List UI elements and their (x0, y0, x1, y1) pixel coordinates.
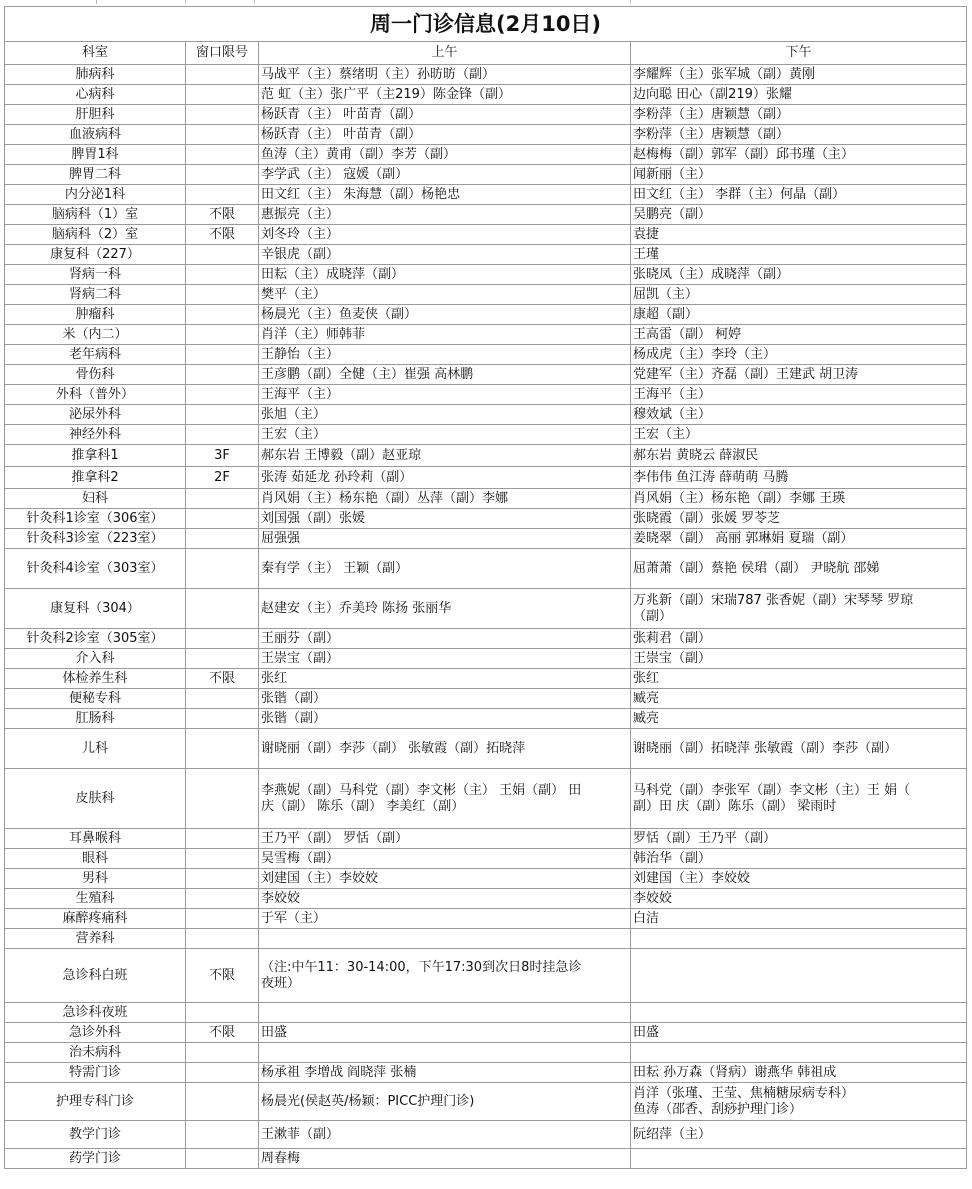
table-row (5, 185, 967, 205)
table-row (5, 1003, 967, 1023)
afternoon-doctors-cell: 臧亮 (631, 689, 967, 709)
afternoon-doctors-cell: 张晓霞（副）张媛 罗苓芝 (631, 509, 967, 529)
morning-doctors-cell: 刘冬玲（主） (259, 225, 631, 245)
window-limit-cell (186, 889, 259, 909)
department-cell: 肛肠科 (5, 709, 186, 729)
morning-doctors-cell: 刘建国（主）李姣姣 (259, 869, 631, 889)
morning-doctors-cell: 辛银虎（副） (259, 245, 631, 265)
table-row (5, 145, 967, 165)
department-cell: 皮肤科 (5, 769, 186, 829)
afternoon-doctors-cell: 王崇宝（副） (631, 649, 967, 669)
department-cell: 肾病一科 (5, 265, 186, 285)
morning-doctors-cell: 李姣姣 (259, 889, 631, 909)
afternoon-doctors-cell: 杨成虎（主）李玲（主） (631, 345, 967, 365)
department-cell: 眼科 (5, 849, 186, 869)
afternoon-doctors-cell: 王宏（主） (631, 425, 967, 445)
table-row (5, 689, 967, 709)
window-limit-cell (186, 385, 259, 405)
afternoon-doctors-cell: 屈凯（主） (631, 285, 967, 305)
morning-doctors-cell: 肖洋（主）师韩菲 (259, 325, 631, 345)
table-row (5, 345, 967, 365)
afternoon-doctors-cell: 刘建国（主）李姣姣 (631, 869, 967, 889)
morning-doctors-cell: 杨晨光(侯赵英/杨颖：PICC护理门诊) (259, 1083, 631, 1121)
window-limit-cell: 不限 (186, 669, 259, 689)
window-limit-cell (186, 305, 259, 325)
morning-doctors-cell: 郝东岩 王博毅（副）赵亚琼 (259, 445, 631, 467)
afternoon-doctors-cell: 李耀辉（主）张军城（副）黄刚 (631, 65, 967, 85)
morning-doctors-cell (259, 1003, 631, 1023)
department-cell: 急诊外科 (5, 1023, 186, 1043)
afternoon-doctors-cell: 阮绍萍（主） (631, 1121, 967, 1149)
table-row (5, 245, 967, 265)
table-row (5, 405, 967, 425)
table-row (5, 385, 967, 405)
table-row (5, 1063, 967, 1083)
window-limit-cell (186, 425, 259, 445)
afternoon-doctors-cell: 王海平（主） (631, 385, 967, 405)
window-limit-cell (186, 245, 259, 265)
morning-doctors-cell: 范 虹（主）张广平（主219）陈金锋（副） (259, 85, 631, 105)
morning-doctors-cell: 王静怡（主） (259, 345, 631, 365)
window-limit-cell (186, 165, 259, 185)
window-limit-cell (186, 1083, 259, 1121)
table-row (5, 165, 967, 185)
morning-doctors-cell: 谢晓丽（副）李莎（副） 张敏霞（副）拓晓萍 (259, 729, 631, 769)
afternoon-doctors-cell: 田文红（主） 李群（主）何晶（副） (631, 185, 967, 205)
table-row (5, 1083, 967, 1121)
afternoon-doctors-cell: 赵梅梅（副）郭军（副）邱书瑾（主） (631, 145, 967, 165)
window-limit-cell (186, 929, 259, 949)
department-cell: 急诊科白班 (5, 949, 186, 1003)
window-limit-cell (186, 509, 259, 529)
department-cell: 儿科 (5, 729, 186, 769)
window-limit-cell (186, 325, 259, 345)
column-header-am: 上午 (259, 42, 631, 65)
table-row (5, 669, 967, 689)
morning-doctors-cell: 周春梅 (259, 1149, 631, 1169)
department-cell: 针灸科3诊室（223室） (5, 529, 186, 549)
table-row (5, 1023, 967, 1043)
department-cell: 神经外科 (5, 425, 186, 445)
morning-doctors-cell: 王宏（主） (259, 425, 631, 445)
window-limit-cell (186, 365, 259, 385)
table-row (5, 1149, 967, 1169)
department-cell: 肝胆科 (5, 105, 186, 125)
window-limit-cell (186, 285, 259, 305)
table-row (5, 1043, 967, 1063)
afternoon-doctors-cell (631, 949, 967, 1003)
department-cell: 脑病科（1）室 (5, 205, 186, 225)
department-cell: 米（内二） (5, 325, 186, 345)
department-cell: 血液病科 (5, 125, 186, 145)
afternoon-doctors-cell: 康超（副） (631, 305, 967, 325)
afternoon-doctors-cell: 穆效斌（主） (631, 405, 967, 425)
morning-doctors-cell: 王海平（主） (259, 385, 631, 405)
window-limit-cell (186, 909, 259, 929)
column-header-dept: 科室 (5, 42, 186, 65)
morning-doctors-cell: 赵建安（主）乔美玲 陈扬 张丽华 (259, 589, 631, 629)
morning-doctors-cell: 惠振亮（主） (259, 205, 631, 225)
department-cell: 急诊科夜班 (5, 1003, 186, 1023)
department-cell: 康复科（304） (5, 589, 186, 629)
department-cell: 针灸科4诊室（303室） (5, 549, 186, 589)
table-row (5, 205, 967, 225)
morning-doctors-cell: 田文红（主） 朱海慧（副）杨艳忠 (259, 185, 631, 205)
morning-doctors-cell: 杨跃青（主） 叶苗青（副） (259, 125, 631, 145)
department-cell: 骨伤科 (5, 365, 186, 385)
window-limit-cell (186, 125, 259, 145)
department-cell: 药学门诊 (5, 1149, 186, 1169)
afternoon-doctors-cell: 张晓凤（主）成晓萍（副） (631, 265, 967, 285)
table-row (5, 445, 967, 467)
afternoon-doctors-cell: 王高雷（副） 柯婷 (631, 325, 967, 345)
table-row (5, 589, 967, 629)
morning-doctors-cell: 田盛 (259, 1023, 631, 1043)
department-cell: 心病科 (5, 85, 186, 105)
department-cell: 康复科（227） (5, 245, 186, 265)
afternoon-doctors-cell: 白洁 (631, 909, 967, 929)
afternoon-doctors-cell: 李伟伟 鱼江涛 薛萌萌 马腾 (631, 467, 967, 489)
afternoon-doctors-cell: 王瑾 (631, 245, 967, 265)
window-limit-cell: 2F (186, 467, 259, 489)
afternoon-doctors-cell (631, 1149, 967, 1169)
department-cell: 男科 (5, 869, 186, 889)
department-cell: 推拿科2 (5, 467, 186, 489)
window-limit-cell (186, 589, 259, 629)
afternoon-doctors-cell: 马科党（副）李张军（副）李文彬（主）王 娟（ 副）田 庆（副）陈乐（副） 梁雨时 (631, 769, 967, 829)
table-row (5, 869, 967, 889)
table-row (5, 509, 967, 529)
column-header-window: 窗口限号 (186, 42, 259, 65)
table-row (5, 65, 967, 85)
window-limit-cell (186, 1149, 259, 1169)
afternoon-doctors-cell: 姜晓翠（副） 高丽 郭琳娟 夏瑞（副） (631, 529, 967, 549)
table-row (5, 285, 967, 305)
afternoon-doctors-cell: 谢晓丽（副）拓晓萍 张敏霞（副）李莎（副） (631, 729, 967, 769)
morning-doctors-cell: 李学武（主） 寇媛（副） (259, 165, 631, 185)
window-limit-cell (186, 869, 259, 889)
department-cell: 介入科 (5, 649, 186, 669)
morning-doctors-cell: 马战平（主）蔡绪明（主）孙昉昉（副） (259, 65, 631, 85)
morning-doctors-cell: 李燕妮（副）马科党（副）李文彬（主） 王娟（副） 田 庆（副） 陈乐（副） 李美红（副） (259, 769, 631, 829)
page-title: 周一门诊信息(2月10日) (5, 7, 967, 42)
department-cell: 脾胃1科 (5, 145, 186, 165)
department-cell: 营养科 (5, 929, 186, 949)
window-limit-cell (186, 849, 259, 869)
window-limit-cell (186, 65, 259, 85)
afternoon-doctors-cell: 肖风娟（主）杨东艳（副）李娜 王瑛 (631, 489, 967, 509)
morning-doctors-cell: 杨承祖 李增战 阎晓萍 张楠 (259, 1063, 631, 1083)
window-limit-cell: 不限 (186, 949, 259, 1003)
window-limit-cell (186, 629, 259, 649)
window-limit-cell: 不限 (186, 225, 259, 245)
morning-doctors-cell: 张旭（主） (259, 405, 631, 425)
window-limit-cell (186, 345, 259, 365)
table-row (5, 949, 967, 1003)
window-limit-cell (186, 405, 259, 425)
table-row (5, 489, 967, 509)
afternoon-doctors-cell: 张莉君（副） (631, 629, 967, 649)
department-cell: 便秘专科 (5, 689, 186, 709)
window-limit-cell (186, 185, 259, 205)
afternoon-doctors-cell: 屈萧萧（副）蔡艳 侯珺（副） 尹晓航 邵娣 (631, 549, 967, 589)
morning-doctors-cell: 于军（主） (259, 909, 631, 929)
window-limit-cell: 不限 (186, 1023, 259, 1043)
department-cell: 妇科 (5, 489, 186, 509)
department-cell: 泌尿外科 (5, 405, 186, 425)
window-limit-cell (186, 829, 259, 849)
window-limit-cell (186, 649, 259, 669)
morning-doctors-cell: 王漱菲（副） (259, 1121, 631, 1149)
afternoon-doctors-cell: 党建军（主）齐磊（副）王建武 胡卫涛 (631, 365, 967, 385)
department-cell: 脾胃二科 (5, 165, 186, 185)
morning-doctors-cell: 屈强强 (259, 529, 631, 549)
table-row (5, 849, 967, 869)
table-row (5, 889, 967, 909)
table-row (5, 467, 967, 489)
window-limit-cell (186, 1063, 259, 1083)
afternoon-doctors-cell: 边向聪 田心（副219）张耀 (631, 85, 967, 105)
table-row (5, 769, 967, 829)
table-row (5, 529, 967, 549)
afternoon-doctors-cell (631, 929, 967, 949)
morning-doctors-cell: 肖风娟（主）杨东艳（副）丛萍（副）李娜 (259, 489, 631, 509)
department-cell: 老年病科 (5, 345, 186, 365)
morning-doctors-cell: 王丽芬（副） (259, 629, 631, 649)
window-limit-cell: 3F (186, 445, 259, 467)
morning-doctors-cell: 王彦鹏（副）全健（主）崔强 高林鹏 (259, 365, 631, 385)
clinic-schedule-table (4, 6, 967, 1169)
department-cell: 内分泌1科 (5, 185, 186, 205)
department-cell: 耳鼻喉科 (5, 829, 186, 849)
morning-doctors-cell: （注:中午11：30-14:00，下午17:30到次日8时挂急诊 夜班） (259, 949, 631, 1003)
department-cell: 肾病二科 (5, 285, 186, 305)
morning-doctors-cell: 张涛 茹延龙 孙玲莉（副） (259, 467, 631, 489)
table-row (5, 105, 967, 125)
table-row (5, 1121, 967, 1149)
table-row (5, 929, 967, 949)
afternoon-doctors-cell: 吴鹏亮（副） (631, 205, 967, 225)
table-row (5, 649, 967, 669)
department-cell: 生殖科 (5, 889, 186, 909)
department-cell: 针灸科2诊室（305室） (5, 629, 186, 649)
table-row (5, 829, 967, 849)
table-row (5, 709, 967, 729)
department-cell: 教学门诊 (5, 1121, 186, 1149)
afternoon-doctors-cell: 田盛 (631, 1023, 967, 1043)
afternoon-doctors-cell: 韩治华（副） (631, 849, 967, 869)
window-limit-cell (186, 85, 259, 105)
morning-doctors-cell: 王崇宝（副） (259, 649, 631, 669)
afternoon-doctors-cell: 田耘 孙万森（肾病）谢燕华 韩祖成 (631, 1063, 967, 1083)
morning-doctors-cell: 刘国强（副）张媛 (259, 509, 631, 529)
window-limit-cell (186, 549, 259, 589)
table-row (5, 629, 967, 649)
afternoon-doctors-cell: 袁捷 (631, 225, 967, 245)
table-row (5, 305, 967, 325)
department-cell: 脑病科（2）室 (5, 225, 186, 245)
morning-doctors-cell (259, 1043, 631, 1063)
window-limit-cell: 不限 (186, 205, 259, 225)
window-limit-cell (186, 769, 259, 829)
department-cell: 肿瘤科 (5, 305, 186, 325)
department-cell: 肺病科 (5, 65, 186, 85)
morning-doctors-cell: 张锴（副） (259, 689, 631, 709)
afternoon-doctors-cell: 臧亮 (631, 709, 967, 729)
header-row (5, 42, 967, 65)
department-cell: 护理专科门诊 (5, 1083, 186, 1121)
department-cell: 外科（普外） (5, 385, 186, 405)
afternoon-doctors-cell: 李姣姣 (631, 889, 967, 909)
afternoon-doctors-cell: 李粉萍（主）唐颖慧（副） (631, 125, 967, 145)
afternoon-doctors-cell: 万兆新（副）宋瑞787 张香妮（副）宋琴琴 罗琼 （副） (631, 589, 967, 629)
morning-doctors-cell (259, 929, 631, 949)
department-cell: 针灸科1诊室（306室） (5, 509, 186, 529)
afternoon-doctors-cell: 闻新丽（主） (631, 165, 967, 185)
window-limit-cell (186, 729, 259, 769)
table-row (5, 909, 967, 929)
table-row (5, 325, 967, 345)
afternoon-doctors-cell (631, 1003, 967, 1023)
table-row (5, 225, 967, 245)
window-limit-cell (186, 1121, 259, 1149)
morning-doctors-cell: 王乃平（副） 罗恬（副） (259, 829, 631, 849)
department-cell: 治未病科 (5, 1043, 186, 1063)
afternoon-doctors-cell: 罗恬（副）王乃平（副） (631, 829, 967, 849)
window-limit-cell (186, 489, 259, 509)
morning-doctors-cell: 樊平（主） (259, 285, 631, 305)
window-limit-cell (186, 529, 259, 549)
window-limit-cell (186, 689, 259, 709)
morning-doctors-cell: 田耘（主）成晓萍（副） (259, 265, 631, 285)
morning-doctors-cell: 杨晨光（主）鱼麦侠（副） (259, 305, 631, 325)
morning-doctors-cell: 张锴（副） (259, 709, 631, 729)
table-row (5, 85, 967, 105)
window-limit-cell (186, 1003, 259, 1023)
morning-doctors-cell: 吴雪梅（副） (259, 849, 631, 869)
table-row (5, 425, 967, 445)
table-row (5, 729, 967, 769)
afternoon-doctors-cell: 李粉萍（主）唐颖慧（副） (631, 105, 967, 125)
afternoon-doctors-cell: 郝东岩 黄晓云 薛淑民 (631, 445, 967, 467)
window-limit-cell (186, 145, 259, 165)
table-row (5, 365, 967, 385)
table-row (5, 125, 967, 145)
morning-doctors-cell: 鱼涛（主）黄甫（副）李芳（副） (259, 145, 631, 165)
table-row (5, 265, 967, 285)
department-cell: 特需门诊 (5, 1063, 186, 1083)
window-limit-cell (186, 1043, 259, 1063)
afternoon-doctors-cell (631, 1043, 967, 1063)
department-cell: 麻醉疼痛科 (5, 909, 186, 929)
afternoon-doctors-cell: 张红 (631, 669, 967, 689)
window-limit-cell (186, 105, 259, 125)
morning-doctors-cell: 杨跃青（主） 叶苗青（副） (259, 105, 631, 125)
afternoon-doctors-cell: 肖洋（张瑾、王莹、焦楠糖尿病专科） 鱼涛（邵香、刮痧护理门诊） (631, 1083, 967, 1121)
morning-doctors-cell: 张红 (259, 669, 631, 689)
morning-doctors-cell: 秦有学（主） 王颖（副） (259, 549, 631, 589)
table-row (5, 549, 967, 589)
column-header-pm: 下午 (631, 42, 967, 65)
window-limit-cell (186, 265, 259, 285)
department-cell: 推拿科1 (5, 445, 186, 467)
department-cell: 体检养生科 (5, 669, 186, 689)
window-limit-cell (186, 709, 259, 729)
